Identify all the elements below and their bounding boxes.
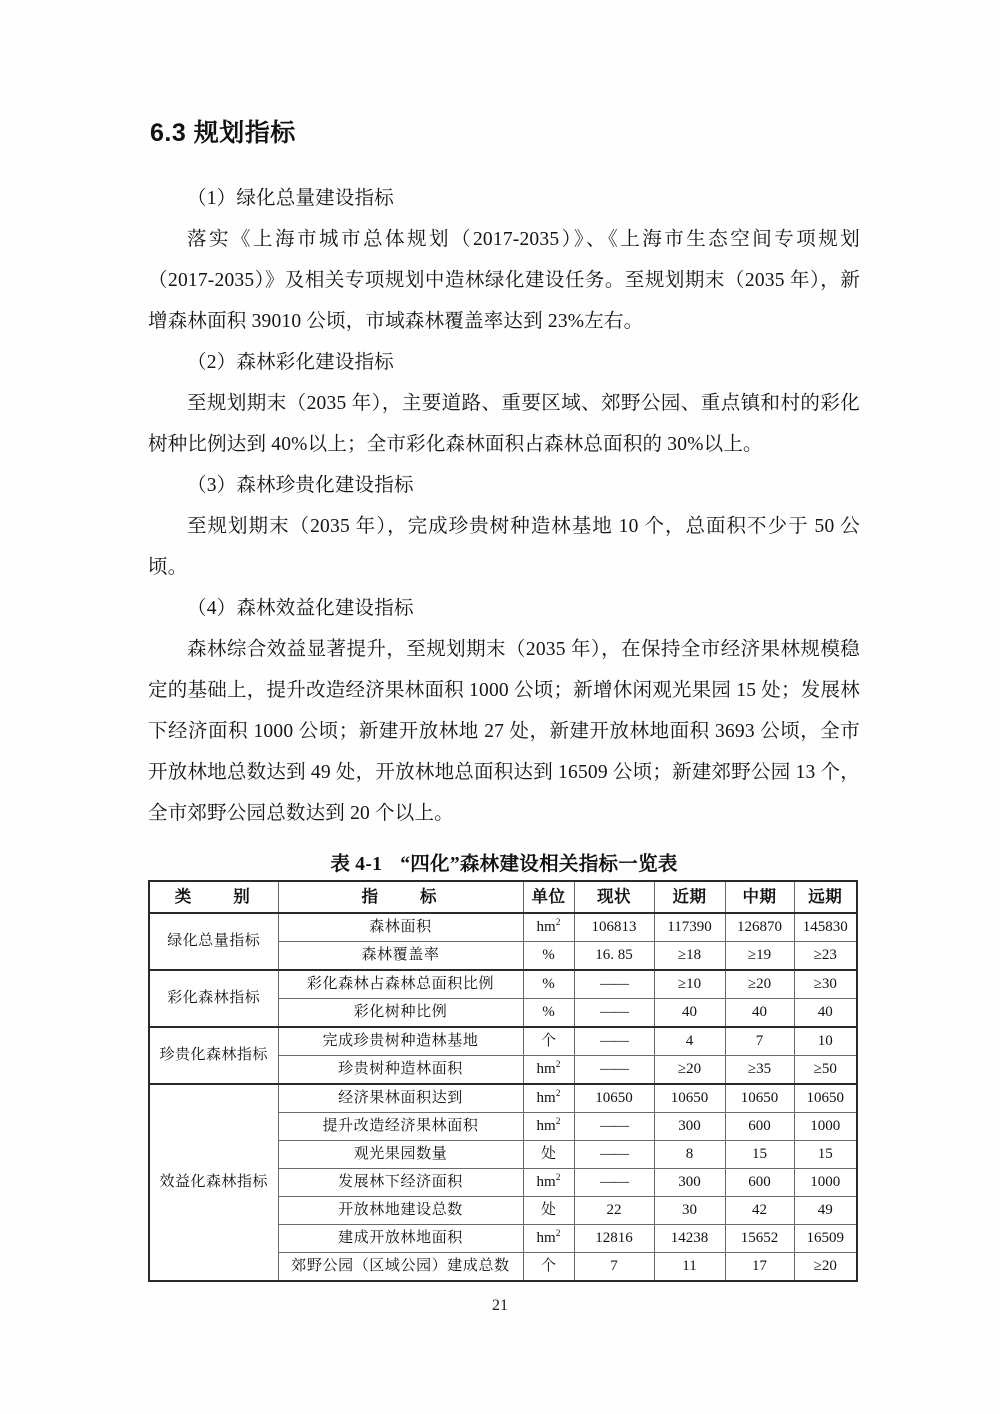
cell-current: —— [574, 970, 654, 999]
cell-far: 49 [794, 1197, 857, 1225]
cell-unit [523, 1027, 574, 1056]
cell-unit [523, 942, 574, 971]
col-header-unit: 单位 [523, 881, 574, 913]
unit-text: 个 [540, 1257, 556, 1274]
cell-current: 10650 [574, 1084, 654, 1113]
col-header-mid: 中期 [725, 881, 794, 913]
cell-unit [523, 1253, 574, 1282]
table-row [149, 970, 857, 999]
unit-text: hm [536, 1117, 556, 1134]
cell-near: 10650 [654, 1084, 725, 1113]
cell-near: 300 [654, 1169, 725, 1197]
table-caption-number: 表 4-1 [330, 854, 383, 875]
cell-far: 10 [794, 1027, 857, 1056]
cell-current: —— [574, 1027, 654, 1056]
unit-text: hm [536, 1060, 556, 1077]
cell-mid: ≥19 [725, 942, 794, 971]
cell-unit [523, 1141, 574, 1169]
col-header-indicator: 指 标 [278, 881, 523, 913]
table-group-label: 彩化森林指标 [149, 970, 278, 1027]
indicator-table [148, 880, 858, 1282]
col-header-group: 类 别 [149, 881, 278, 913]
cell-indicator: 完成珍贵树种造林基地 [278, 1027, 523, 1056]
cell-near: ≥10 [654, 970, 725, 999]
table-header [149, 881, 857, 913]
cell-far: 16509 [794, 1225, 857, 1253]
cell-current: —— [574, 1141, 654, 1169]
paragraph-sub-4: （4）森林效益化建设指标 [187, 598, 414, 619]
cell-near: 4 [654, 1027, 725, 1056]
cell-unit [523, 970, 574, 999]
unit-exponent: 2 [555, 1059, 561, 1070]
unit-text: hm [536, 918, 556, 935]
cell-unit [523, 1113, 574, 1141]
cell-unit [523, 1225, 574, 1253]
cell-current: —— [574, 1113, 654, 1141]
cell-current: —— [574, 1056, 654, 1085]
cell-mid: 600 [725, 1169, 794, 1197]
cell-unit [523, 1056, 574, 1085]
table-group-label: 效益化森林指标 [149, 1084, 278, 1281]
cell-indicator: 提升改造经济果林面积 [278, 1113, 523, 1141]
cell-mid: 15652 [725, 1225, 794, 1253]
cell-current: 12816 [574, 1225, 654, 1253]
cell-indicator: 彩化森林占森林总面积比例 [278, 970, 523, 999]
table-header-row [149, 881, 857, 913]
cell-far: 1000 [794, 1113, 857, 1141]
cell-current: —— [574, 999, 654, 1028]
col-header-far: 远期 [794, 881, 857, 913]
cell-near: ≥18 [654, 942, 725, 971]
cell-far: ≥50 [794, 1056, 857, 1085]
cell-current: 16. 85 [574, 942, 654, 971]
table-row [149, 1084, 857, 1113]
cell-mid: 15 [725, 1141, 794, 1169]
cell-indicator: 彩化树种比例 [278, 999, 523, 1028]
table-group-label: 绿化总量指标 [149, 913, 278, 970]
cell-far: 1000 [794, 1169, 857, 1197]
unit-text: hm [536, 1229, 556, 1246]
cell-mid: 10650 [725, 1084, 794, 1113]
paragraph-sub-3: （3）森林珍贵化建设指标 [187, 475, 414, 496]
unit-text: % [542, 975, 555, 992]
unit-text: hm [536, 1089, 556, 1106]
paragraph-body-1: 落实《上海市城市总体规划（2017-2035）》、《上海市生态空间专项规划（2017-2035）》及相关专项规划中造林绿化建设任务。至规划期末（2035 年），新增森林面积 39010 公顷，市域森林覆盖率达到 23%左右。 [148, 229, 860, 332]
cell-near: 300 [654, 1113, 725, 1141]
paragraph-body-3: 至规划期末（2035 年），完成珍贵树种造林基地 10 个，总面积不少于 50 公顷。 [148, 516, 860, 578]
table-row [149, 913, 857, 942]
cell-unit [523, 913, 574, 942]
paragraph-sub-2: （2）森林彩化建设指标 [187, 352, 394, 373]
table-body [149, 913, 857, 1281]
cell-current: 106813 [574, 913, 654, 942]
col-header-current: 现状 [574, 881, 654, 913]
cell-indicator: 森林面积 [278, 913, 523, 942]
cell-mid: 42 [725, 1197, 794, 1225]
cell-mid: 40 [725, 999, 794, 1028]
paragraph-body-2: 至规划期末（2035 年），主要道路、重要区域、郊野公园、重点镇和村的彩化树种比例达到 40%以上；全市彩化森林面积占森林总面积的 30%以上。 [148, 393, 860, 455]
unit-text: % [542, 1003, 555, 1020]
cell-current: —— [574, 1169, 654, 1197]
body-paragraphs [148, 178, 860, 834]
table-row [149, 1027, 857, 1056]
cell-indicator: 经济果林面积达到 [278, 1084, 523, 1113]
cell-near: 14238 [654, 1225, 725, 1253]
page-content [148, 118, 860, 1282]
cell-current: 22 [574, 1197, 654, 1225]
cell-far: 10650 [794, 1084, 857, 1113]
cell-near: 40 [654, 999, 725, 1028]
cell-mid: 17 [725, 1253, 794, 1282]
cell-indicator: 郊野公园（区域公园）建成总数 [278, 1253, 523, 1282]
unit-exponent: 2 [555, 1116, 561, 1127]
unit-text: % [542, 946, 555, 963]
cell-indicator: 珍贵树种造林面积 [278, 1056, 523, 1085]
cell-near: ≥20 [654, 1056, 725, 1085]
cell-far: ≥20 [794, 1253, 857, 1282]
page-title: 6.3 规划指标 [150, 119, 296, 147]
page-number: 21 [492, 1297, 508, 1314]
cell-unit [523, 1197, 574, 1225]
cell-far: ≥30 [794, 970, 857, 999]
cell-mid: 600 [725, 1113, 794, 1141]
table-group-label: 珍贵化森林指标 [149, 1027, 278, 1084]
cell-mid: ≥35 [725, 1056, 794, 1085]
col-header-near: 近期 [654, 881, 725, 913]
cell-mid: 126870 [725, 913, 794, 942]
unit-text: 个 [540, 1032, 556, 1049]
cell-mid: ≥20 [725, 970, 794, 999]
unit-exponent: 2 [555, 1228, 561, 1239]
unit-exponent: 2 [555, 1088, 561, 1099]
cell-far: ≥23 [794, 942, 857, 971]
unit-text: 处 [540, 1145, 556, 1162]
cell-far: 145830 [794, 913, 857, 942]
cell-far: 15 [794, 1141, 857, 1169]
cell-near: 117390 [654, 913, 725, 942]
cell-near: 11 [654, 1253, 725, 1282]
unit-text: 处 [540, 1201, 556, 1218]
unit-text: hm [536, 1173, 556, 1190]
cell-indicator: 发展林下经济面积 [278, 1169, 523, 1197]
unit-exponent: 2 [555, 917, 561, 928]
cell-far: 40 [794, 999, 857, 1028]
cell-unit [523, 1084, 574, 1113]
cell-unit [523, 999, 574, 1028]
paragraph-body-4: 森林综合效益显著提升，至规划期末（2035 年），在保持全市经济果林规模稳定的基础上，提升改造经济果林面积 1000 公顷；新增休闲观光果园 15 处；发展林下经济面积 1000 公顷；新建开放林地 27 处，新建开放林地面积 3693 公顷，全市开放林地总数达到 49 处，开放林地总面积达到 16509 公顷；新建郊野公园 13 个，全市郊野公园总数达到 20 个以上。 [148, 639, 860, 824]
cell-indicator: 观光果园数量 [278, 1141, 523, 1169]
cell-near: 8 [654, 1141, 725, 1169]
cell-indicator: 开放林地建设总数 [278, 1197, 523, 1225]
table-caption [148, 848, 860, 876]
cell-indicator: 建成开放林地面积 [278, 1225, 523, 1253]
cell-near: 30 [654, 1197, 725, 1225]
table-caption-title: “四化”森林建设相关指标一览表 [400, 854, 678, 875]
cell-indicator: 森林覆盖率 [278, 942, 523, 971]
cell-unit [523, 1169, 574, 1197]
unit-exponent: 2 [555, 1172, 561, 1183]
paragraph-sub-1: （1）绿化总量建设指标 [187, 188, 394, 209]
cell-current: 7 [574, 1253, 654, 1282]
cell-mid: 7 [725, 1027, 794, 1056]
